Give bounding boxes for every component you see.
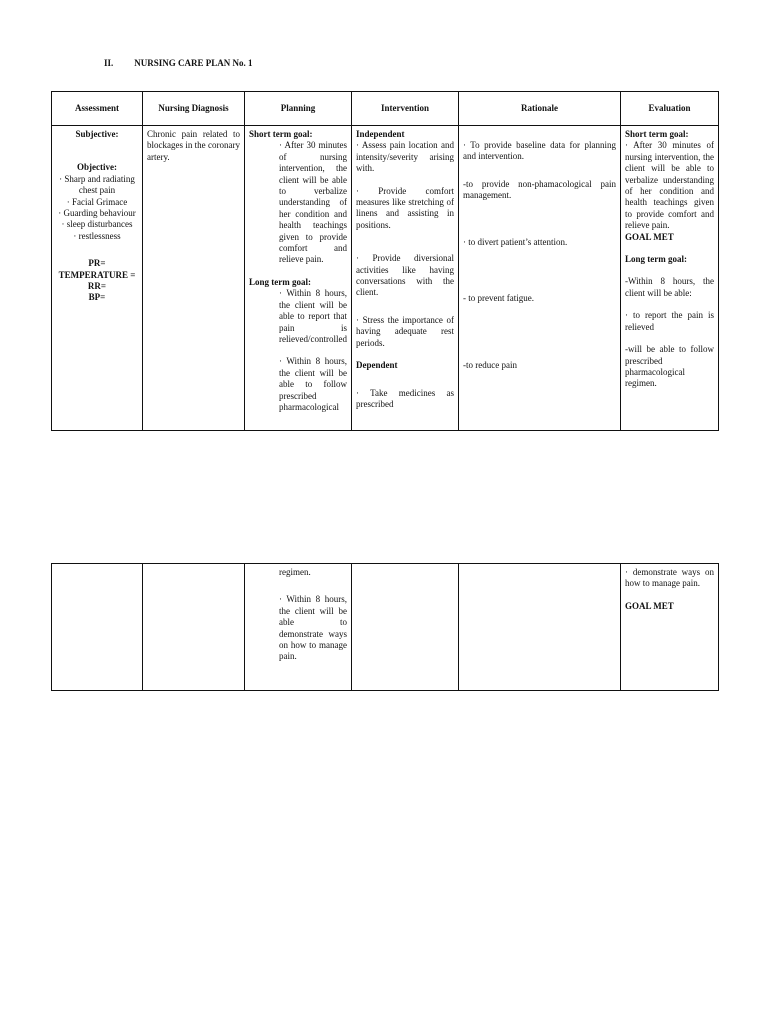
diagnosis-text: Chronic pain related to blockages in the coronary artery. [147,129,240,162]
evaluation-short-label: Short term goal: [625,129,689,139]
planning-long-goal-2: · Within 8 hours, the client will be able to follow prescribed pharmacological [279,356,347,412]
header-intervention: Intervention [352,92,459,126]
intervention-item: · Provide diversional activities like having conversations with the client. [356,253,454,298]
nursing-care-plan-table-continued [51,563,719,691]
evaluation-continued-text: · demonstrate ways on how to manage pain. [625,567,714,589]
intervention-cell [352,126,459,431]
planning-long-goal-1: · Within 8 hours, the client will be able to report that pain is relieved/controlled [279,288,347,344]
evaluation-long-intro: -Within 8 hours, the client will be able: [625,276,714,298]
intervention-item: · Stress the importance of having adequate rest periods. [356,314,454,348]
independent-label: Independent [356,129,405,139]
section-heading [104,58,253,69]
table-header-row [52,92,719,126]
header-planning: Planning [245,92,352,126]
header-evaluation: Evaluation [621,92,719,126]
rationale-item: -to reduce pain [463,360,517,371]
vital-bp: BP= [88,292,106,303]
evaluation-cell [621,126,719,431]
evaluation-short-text: · After 30 minutes of nursing intervention, the client will be able to verbalize understanding of her condition and health teachings given to provide comfort and relieve pain. [625,140,714,231]
evaluation-long-item: -will be able to follow prescribed pharmacological regimen. [625,344,714,389]
assessment-cell [52,564,143,691]
evaluation-long-item: · to report the pain is relieved [625,310,714,332]
header-assessment: Assessment [52,92,143,126]
planning-cell [245,564,352,691]
dependent-label: Dependent [356,360,398,371]
objective-item: · Sharp and radiating chest pain [59,173,135,196]
section-number: II. [104,58,114,68]
vital-rr: RR= [87,281,107,292]
planning-long-label: Long term goal: [249,276,311,287]
table-row [52,564,719,691]
rationale-cell [459,126,621,431]
rationale-item: - to prevent fatigue. [463,293,534,304]
evaluation-result: GOAL MET [625,600,674,611]
planning-cell [245,126,352,431]
assessment-cell [52,126,143,431]
diagnosis-cell [143,126,245,431]
planning-short-text: · After 30 minutes of nursing intervention, the client will be able to verbalize understanding of her condition and health teachings given to provide comfort and relieve pain. [279,140,347,265]
vital-pr: PR= [88,258,106,269]
planning-continued-text: regimen. [279,567,311,577]
objective-item: · sleep disturbances [61,219,133,230]
objective-item: · Facial Grimace [66,196,128,207]
planning-short-label: Short term goal: [249,129,313,139]
rationale-item: -to provide non-phamacological pain management. [463,178,616,201]
diagnosis-cell [143,564,245,691]
section-title: NURSING CARE PLAN No. 1 [134,58,253,68]
intervention-cell [352,564,459,691]
header-rationale: Rationale [459,92,621,126]
objective-item: · restlessness [73,230,121,241]
intervention-item: · Assess pain location and intensity/severity arising with. [356,140,454,174]
nursing-care-plan-table [51,91,719,431]
evaluation-long-label: Long term goal: [625,254,687,265]
evaluation-short-result: GOAL MET [625,231,674,242]
header-nursing-diagnosis: Nursing Diagnosis [143,92,245,126]
rationale-item: · to divert patient’s attention. [463,236,568,247]
planning-long-goal-3: · Within 8 hours, the client will be able to demonstrate ways on how to manage pain. [279,594,347,662]
intervention-item: · Take medicines as prescribed [356,387,454,409]
objective-item: · Guarding behaviour [58,208,136,219]
table-row [52,126,719,431]
vital-temperature: TEMPERATURE = [58,269,136,280]
evaluation-cell [621,564,719,691]
intervention-item: · Provide comfort measures like stretching of linens and assisting in positions. [356,185,454,230]
objective-label: Objective: [77,162,117,173]
rationale-item: · To provide baseline data for planning and intervention. [463,140,616,162]
rationale-cell [459,564,621,691]
subjective-label: Subjective: [75,129,119,139]
